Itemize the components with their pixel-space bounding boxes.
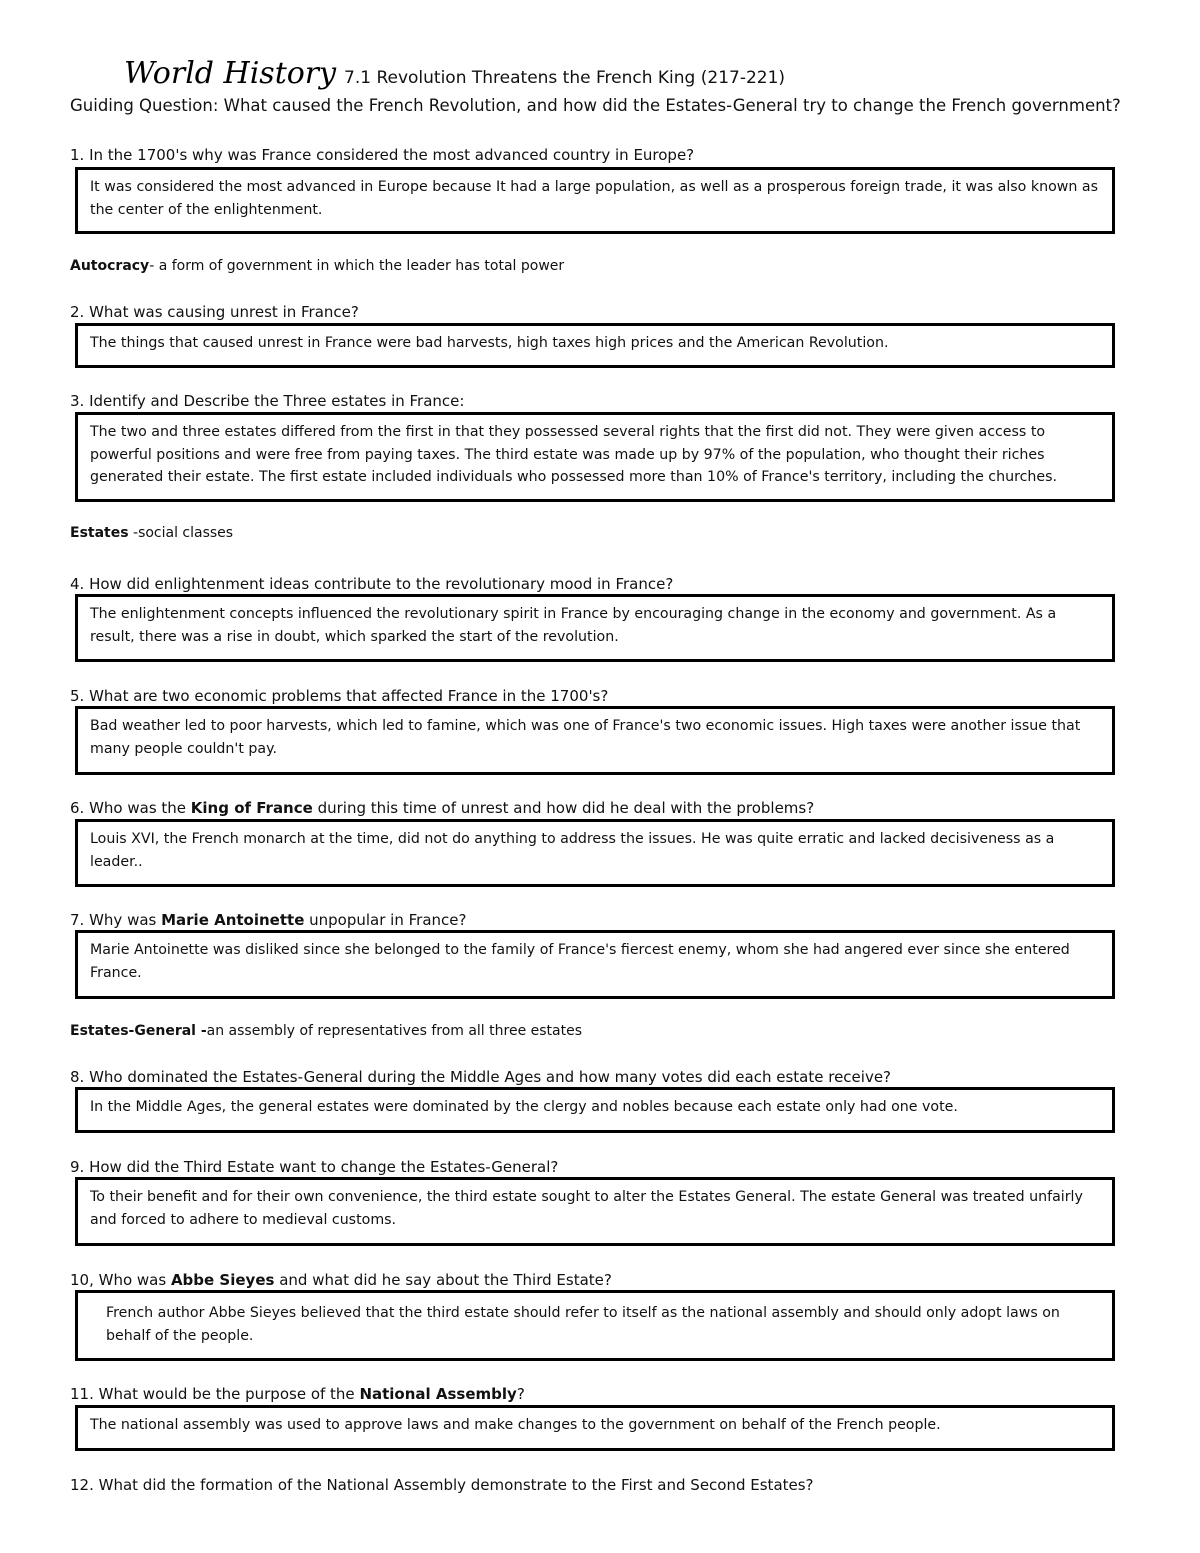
question-2: 2. What was causing unrest in France?: [70, 303, 359, 321]
question-6-pre: 6. Who was the: [70, 799, 191, 817]
answer-box-2[interactable]: The things that caused unrest in France were bad harvests, high taxes high prices and the American Revolution.: [75, 323, 1115, 368]
question-6: [70, 799, 814, 817]
question-10: [70, 1271, 612, 1289]
definition-estates-general-text: an assembly of representatives from all three estates: [206, 1023, 583, 1039]
definition-autocracy-text: - a form of government in which the leader has total power: [149, 258, 565, 274]
question-11-bold: National Assembly: [359, 1385, 517, 1403]
question-10-post: and what did he say about the Third Estate?: [274, 1271, 612, 1289]
question-10-bold: Abbe Sieyes: [170, 1271, 275, 1289]
answer-box-4[interactable]: The enlightenment concepts influenced the revolutionary spirit in France by encouraging change in the economy and government. As a result, there was a rise in doubt, which sparked the start of the revolution.: [75, 594, 1115, 662]
question-4: 4. How did enlightenment ideas contribute to the revolutionary mood in France?: [70, 575, 674, 593]
question-12: 12. What did the formation of the National Assembly demonstrate to the First and Second Estates?: [70, 1476, 814, 1494]
question-9: 9. How did the Third Estate want to change the Estates-General?: [70, 1158, 559, 1176]
question-1: 1. In the 1700's why was France considered the most advanced country in Europe?: [70, 146, 695, 164]
question-7: [70, 911, 466, 929]
question-6-bold: King of France: [190, 799, 313, 817]
answer-box-7[interactable]: Marie Antoinette was disliked since she belonged to the family of France's fiercest enemy, whom she had angered ever since she entered France.: [75, 930, 1115, 999]
question-7-pre: 7. Why was: [70, 911, 162, 929]
answer-box-9[interactable]: To their benefit and for their own convenience, the third estate sought to alter the Estates General. The estate General was treated unfairly and forced to adhere to medieval customs.: [75, 1177, 1115, 1246]
guiding-question: Guiding Question: What caused the French Revolution, and how did the Estates-General try to change the French government?: [70, 96, 1121, 115]
question-11-pre: 11. What would be the purpose of the: [70, 1385, 360, 1403]
lesson-subtitle: 7.1 Revolution Threatens the French King (217-221): [344, 68, 786, 88]
question-11-post: ?: [516, 1385, 525, 1403]
answer-box-1[interactable]: It was considered the most advanced in Europe because It had a large population, as well as a prosperous foreign trade, it was also known as the center of the enlightenment.: [75, 167, 1115, 234]
definition-estates-general: [70, 1023, 582, 1039]
question-3: 3. Identify and Describe the Three estates in France:: [70, 392, 465, 410]
answer-box-5[interactable]: Bad weather led to poor harvests, which led to famine, which was one of France's two economic issues. High taxes were another issue that many people couldn't pay.: [75, 706, 1115, 775]
answer-box-3[interactable]: The two and three estates differed from the first in that they possessed several rights that the first did not. They were given access to powerful positions and were free from paying taxes. The third estate was made up by 97% of the population, who thought their riches generated their estate. The first estate included individuals who possessed more than 10% of France's territory, including the churches.: [75, 412, 1115, 502]
answer-box-10[interactable]: French author Abbe Sieyes believed that the third estate should refer to itself as the national assembly and should only adopt laws on behalf of the people.: [75, 1290, 1115, 1361]
question-5: 5. What are two economic problems that affected France in the 1700's?: [70, 687, 609, 705]
page-title: World History: [124, 56, 337, 91]
answer-box-11[interactable]: The national assembly was used to approve laws and make changes to the government on behalf of the French people.: [75, 1405, 1115, 1451]
definition-estates: [70, 525, 233, 541]
question-7-post: unpopular in France?: [304, 911, 467, 929]
question-10-pre: 10, Who was: [70, 1271, 171, 1289]
answer-box-6[interactable]: Louis XVI, the French monarch at the time, did not do anything to address the issues. He was quite erratic and lacked decisiveness as a leader..: [75, 819, 1115, 887]
definition-autocracy: [70, 258, 564, 274]
term-autocracy: Autocracy: [70, 258, 150, 274]
question-7-bold: Marie Antoinette: [161, 911, 305, 929]
question-8: 8. Who dominated the Estates-General during the Middle Ages and how many votes did each estate receive?: [70, 1068, 892, 1086]
question-11: [70, 1385, 525, 1403]
question-6-post: during this time of unrest and how did he deal with the problems?: [312, 799, 815, 817]
term-estates-general: Estates-General -: [70, 1023, 207, 1039]
definition-estates-text: -social classes: [128, 525, 234, 541]
term-estates: Estates: [70, 525, 129, 541]
answer-box-8[interactable]: In the Middle Ages, the general estates were dominated by the clergy and nobles because each estate only had one vote.: [75, 1087, 1115, 1133]
